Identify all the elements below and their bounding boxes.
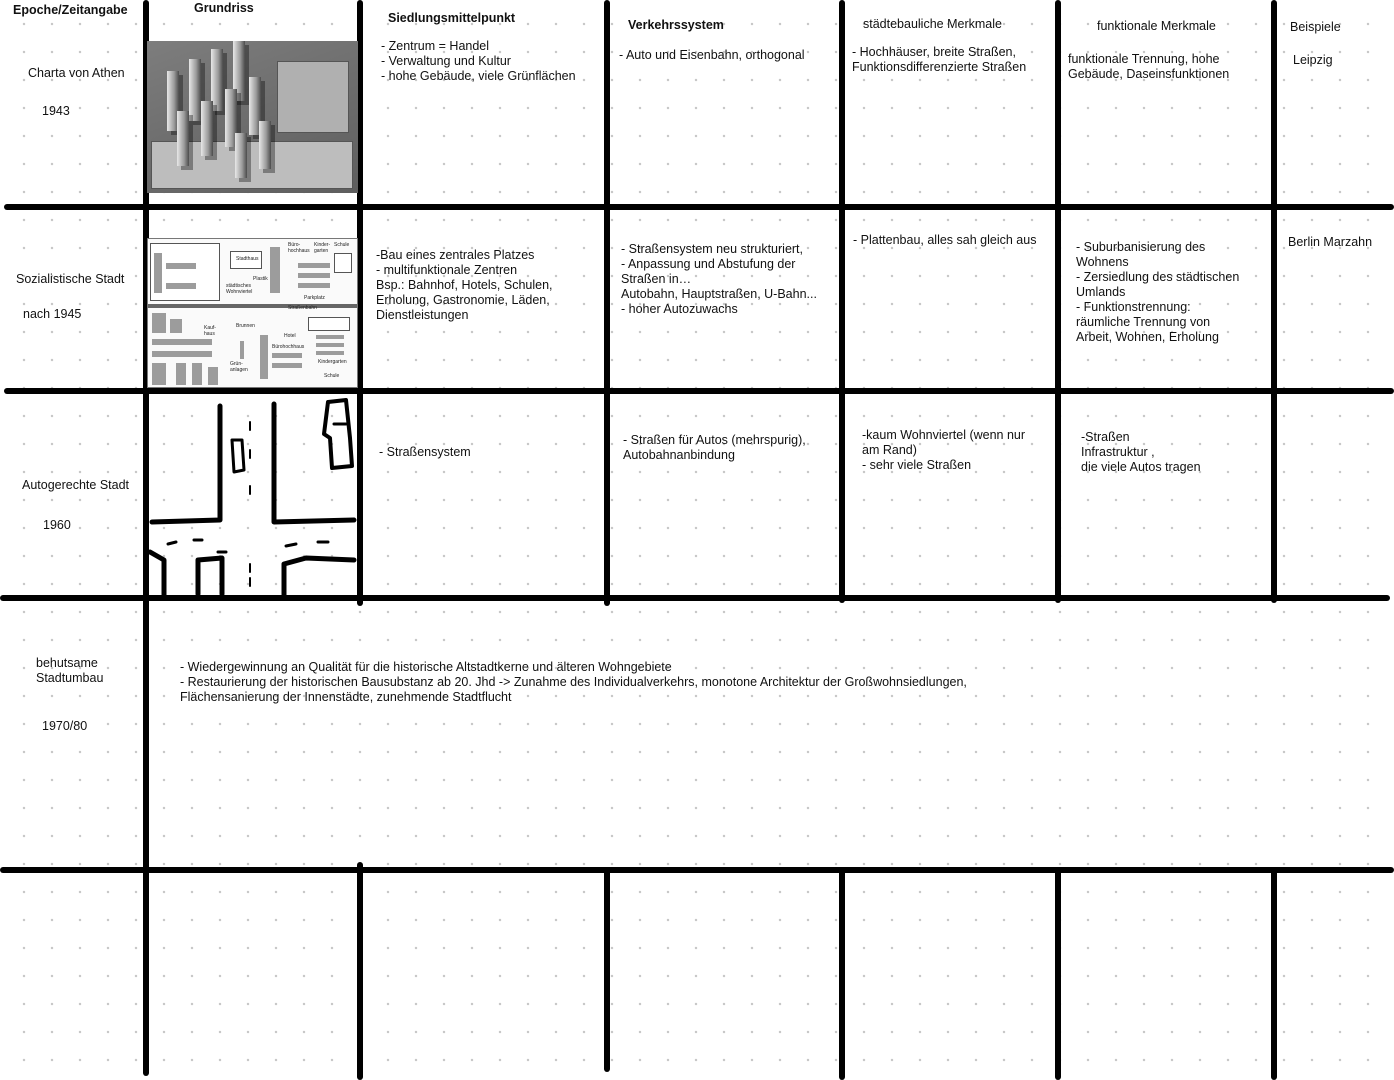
- header-siedlung: Siedlungsmittelpunkt: [388, 11, 516, 25]
- row-sozial-year: nach 1945: [23, 307, 82, 321]
- plan-label-schule-2: Schule: [324, 373, 340, 379]
- col-divider-6a: [1271, 0, 1277, 603]
- plan-label-kindergarten: Kinder-garten: [314, 242, 331, 254]
- plan-label-wohnviertel: städtisches Wohnviertel: [226, 283, 253, 295]
- header-beispiele: Beispiele: [1290, 20, 1341, 34]
- plan-label-gruenanlagen: Grün-anlagen: [230, 361, 248, 373]
- col-divider-2b: [357, 862, 363, 1080]
- header-verkehr: Verkehrssystem: [628, 18, 724, 32]
- header-grundriss: Grundriss: [194, 1, 254, 15]
- plan-label-strassenbahn: Straßenbahn: [288, 305, 317, 311]
- header-epoche: Epoche/Zeitangabe: [13, 3, 128, 17]
- plan-label-buerohochhaus: Bürohochhaus: [272, 344, 305, 350]
- plan-label-buero: Büro-hochhaus: [288, 242, 310, 254]
- row-athen-beispiel: Leipzig: [1293, 53, 1333, 67]
- row-divider-1: [4, 204, 1394, 210]
- plan-label-kaufhaus: Kauf-haus: [204, 325, 216, 337]
- row-sozial-funktional: - Suburbanisierung des Wohnens - Zersiedlung des städtischen Umlands - Funktionstrennung: räumliche Trennung von Arbeit, Wohnen, Erholung: [1076, 240, 1240, 344]
- col-divider-3b: [604, 868, 610, 1072]
- row-sozial-name: Sozialistische Stadt: [16, 272, 125, 286]
- plan-label-hotel: Hotel: [284, 333, 296, 339]
- row-behutsam-year: 1970/80: [42, 719, 88, 733]
- row-divider-4: [0, 867, 1394, 873]
- row-sozial-staedtebau: - Plattenbau, alles sah gleich aus: [853, 233, 1037, 247]
- row-auto-verkehr: - Straßen für Autos (mehrspurig), Autobahnanbindung: [623, 433, 806, 462]
- row-auto-funktional: -Straßen Infrastruktur , die viele Autos tragen: [1081, 430, 1201, 474]
- row-sozial-beispiel: Berlin Marzahn: [1288, 235, 1373, 249]
- row-athen-year: 1943: [42, 104, 70, 118]
- row-auto-siedlung: - Straßensystem: [379, 445, 471, 459]
- col-divider-4a: [839, 0, 845, 603]
- row-behutsam-text: - Wiedergewinnung an Qualität für die historische Altstadtkerne und älteren Wohngebiete - Restaurierung der historischen Bausubstanz ab 20. Jhd -> Zunahme des Individualverkehrs, monotone Architektur der Großwohnsiedlungen, Flächensanierung der Innenstädte, zunehmende Stadtflucht: [180, 660, 967, 704]
- row-athen-funktional: funktionale Trennung, hohe Gebäude, Daseinsfunktionen: [1068, 52, 1230, 81]
- col-divider-3a: [604, 0, 610, 606]
- col-divider-5b: [1055, 868, 1061, 1080]
- plan-label-kindergarten-2: Kindergarten: [318, 359, 347, 365]
- row-sozial-siedlung: -Bau eines zentrales Platzes - multifunktionale Zentren Bsp.: Bahnhof, Hotels, Schulen, Erholung, Gastronomie, Läden, Dienstleistungen: [376, 248, 553, 322]
- header-funktional: funktionale Merkmale: [1097, 19, 1216, 33]
- header-staedtebau: städtebauliche Merkmale: [863, 17, 1002, 31]
- row-athen-name: Charta von Athen: [28, 66, 125, 80]
- col-divider-4b: [839, 868, 845, 1080]
- plan-label-parkplatz: Parkplatz: [304, 295, 325, 301]
- col-divider-5a: [1055, 0, 1061, 603]
- row-auto-staedtebau: -kaum Wohnviertel (wenn nur am Rand) - sehr viele Straßen: [862, 428, 1026, 472]
- plan-label-schule: Schule: [334, 242, 350, 248]
- city-model-photo: [147, 41, 358, 193]
- row-sozial-verkehr: - Straßensystem neu strukturiert, - Anpassung und Abstufung der Straßen in… Autobahn, Hauptstraßen, U-Bahn... - hoher Autozuwachs: [621, 242, 817, 316]
- row-athen-staedtebau: - Hochhäuser, breite Straßen, Funktionsdifferenzierte Straßen: [852, 45, 1027, 74]
- row-behutsam-name: behutsame Stadtumbau: [36, 656, 104, 685]
- socialist-city-plan: [147, 238, 358, 388]
- row-athen-verkehr: - Auto und Eisenbahn, orthogonal: [619, 48, 805, 62]
- plan-label-plastik: Plastik: [253, 276, 268, 282]
- row-athen-siedlung: - Zentrum = Handel - Verwaltung und Kultur - hohe Gebäude, viele Grünflächen: [381, 39, 576, 83]
- row-auto-name: Autogerechte Stadt: [22, 478, 130, 492]
- row-auto-year: 1960: [43, 518, 71, 532]
- col-divider-6b: [1271, 868, 1277, 1080]
- road-sketch: [146, 394, 358, 598]
- plan-label-brunnen: Brunnen: [236, 323, 255, 329]
- plan-label-stadthaus: Stadthaus: [236, 256, 259, 262]
